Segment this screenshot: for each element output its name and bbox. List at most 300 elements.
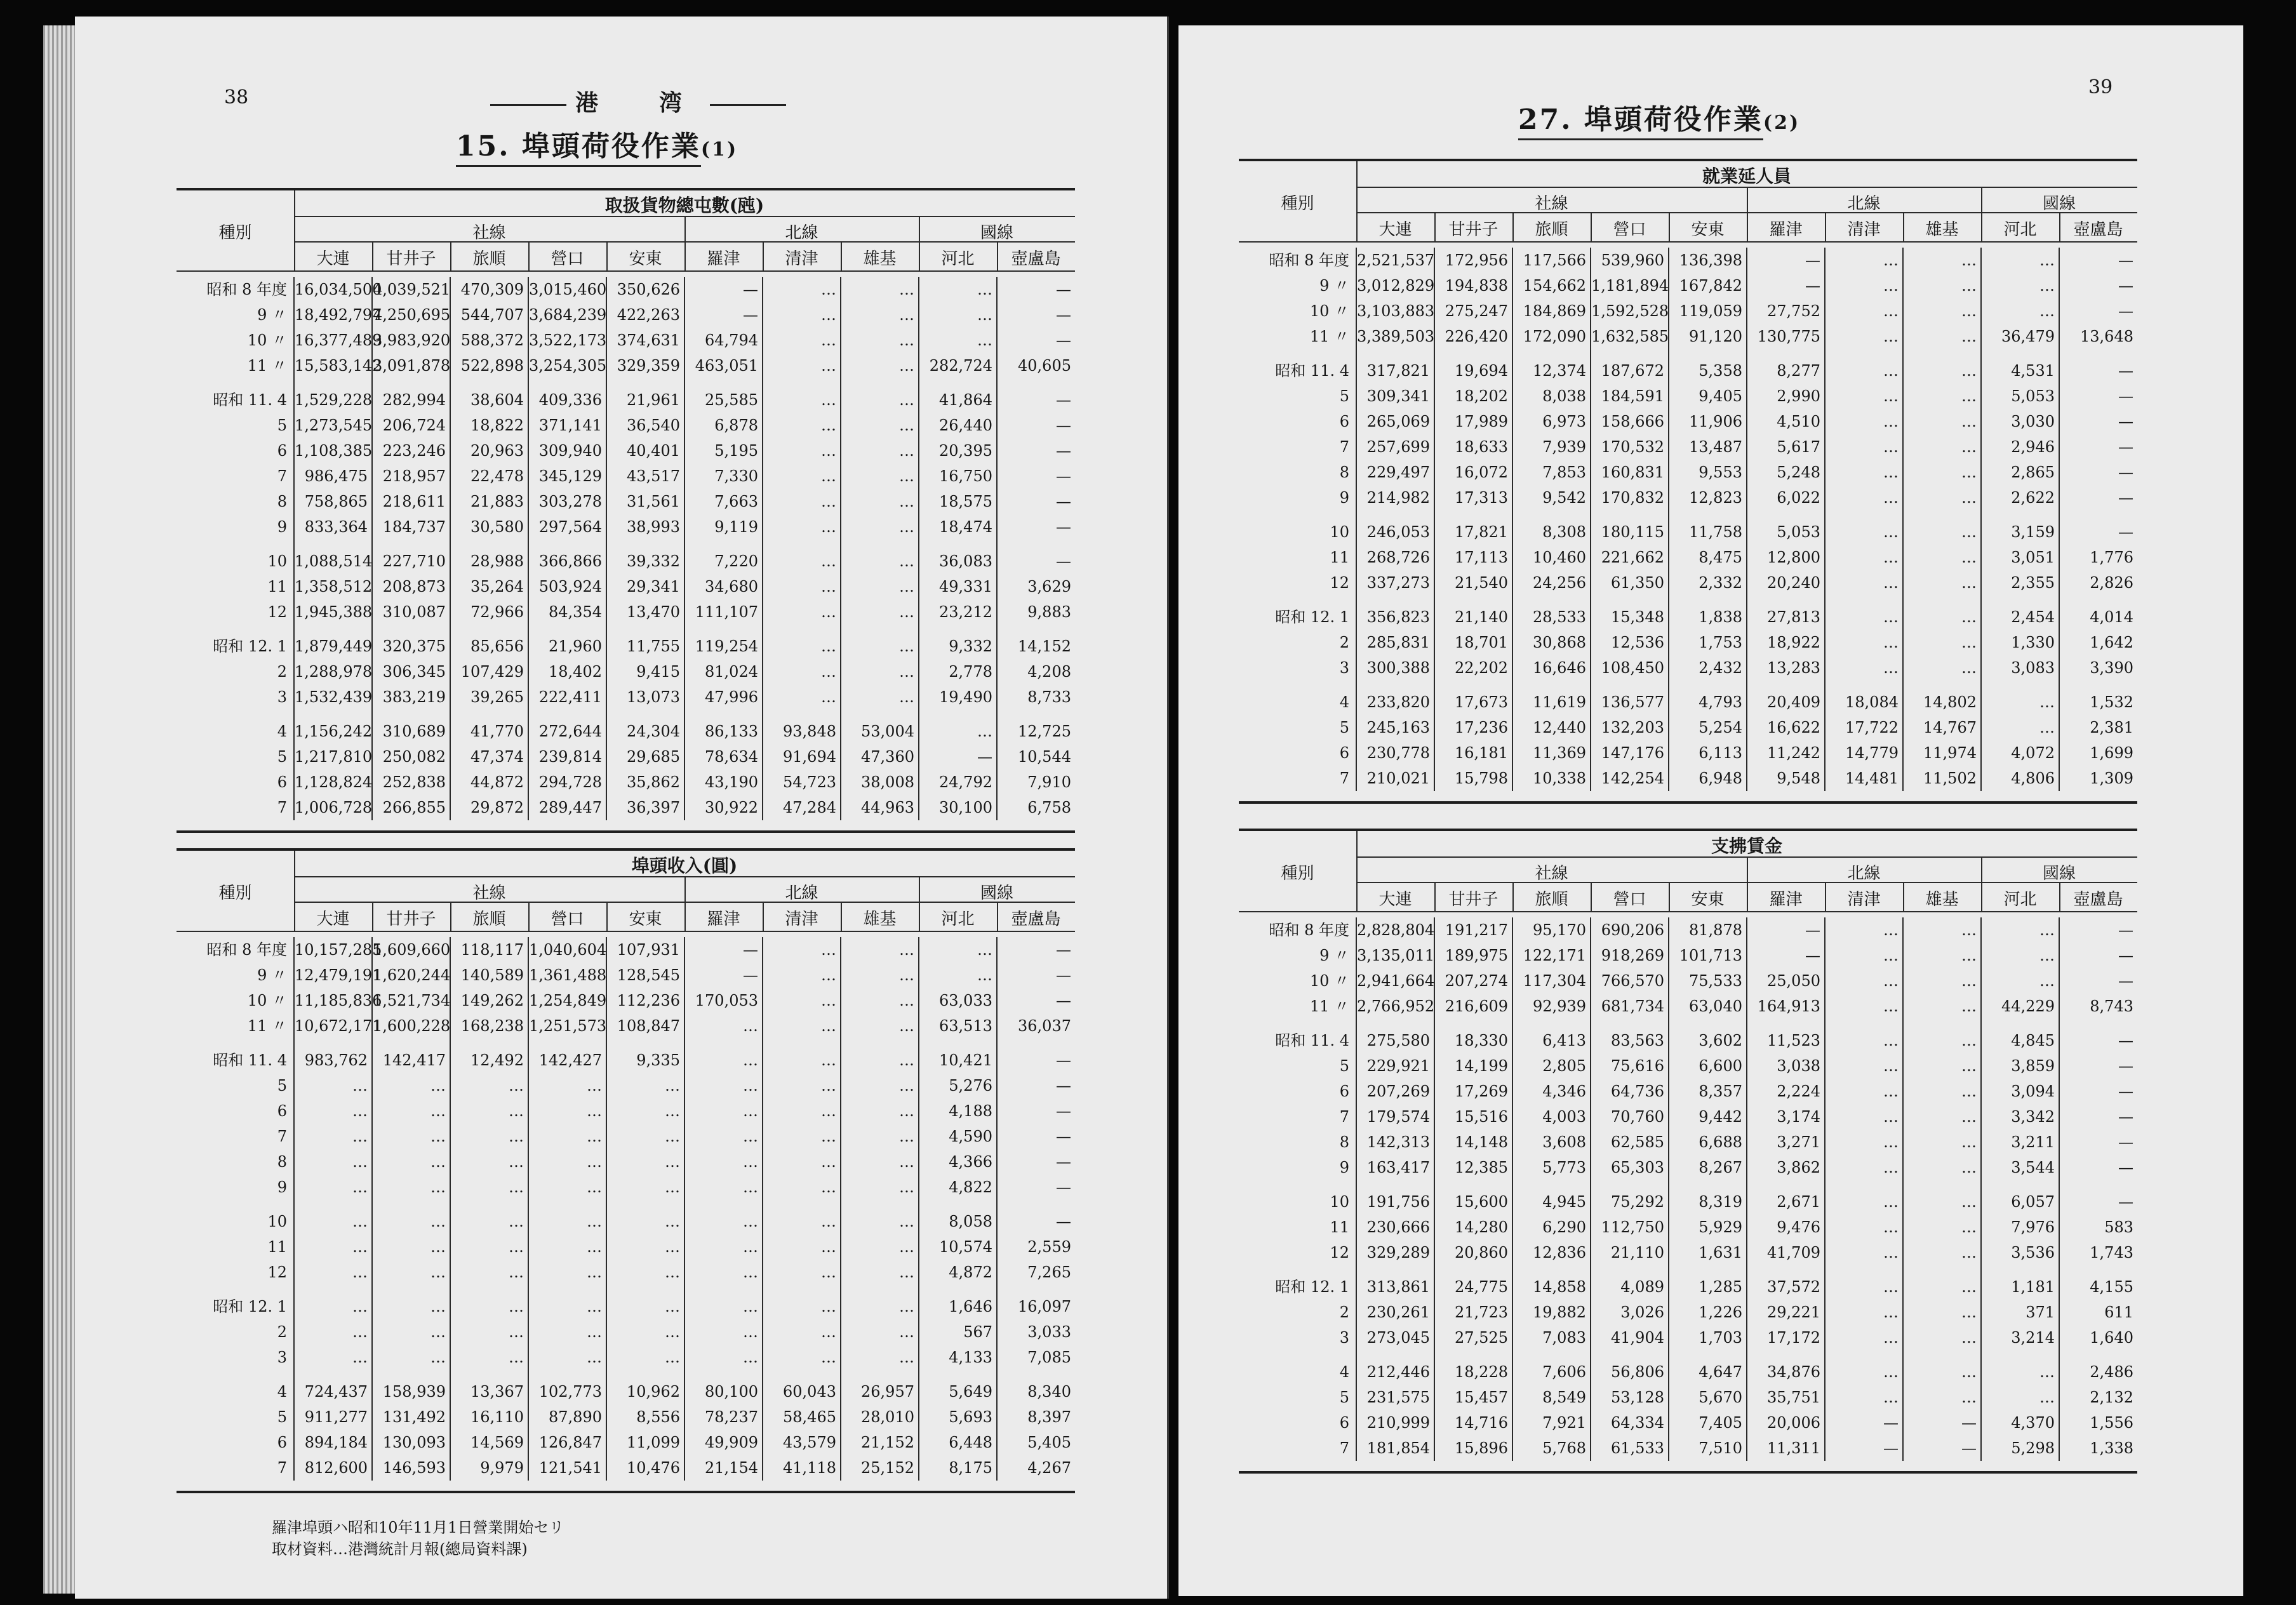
cell-value: … (1903, 485, 1981, 510)
cell-value: 4,510 (1747, 409, 1825, 434)
cell-value: … (1903, 1180, 1981, 1215)
cell-value: … (606, 1200, 684, 1234)
cell-value: … (372, 1175, 450, 1200)
cell-value: 21,723 (1434, 1300, 1512, 1325)
cell-value: … (528, 1345, 606, 1370)
table-row (177, 489, 1075, 514)
cell-value: 8,733 (1027, 688, 1071, 706)
cell-value: 246,053 (1356, 510, 1434, 545)
cell-value: 12,836 (1512, 1240, 1591, 1265)
table-row (177, 1149, 1075, 1175)
cell-value: 1,338 (2090, 1439, 2133, 1457)
cell-value: 53,004 (841, 710, 919, 744)
cell-value: 2,622 (1981, 485, 2059, 510)
row-label: 11 〃 (1239, 994, 1356, 1019)
cell-value: 10,460 (1512, 545, 1591, 570)
table-row (177, 744, 1075, 769)
row-label: 5 (177, 1073, 294, 1098)
cell-value: … (684, 1098, 763, 1124)
cell-value: … (684, 1039, 763, 1073)
cell-value: 8,277 (1747, 349, 1825, 383)
table-row (1239, 655, 2137, 681)
cell-value: 184,591 (1591, 383, 1669, 409)
col-divider (2059, 882, 2060, 911)
cell-value: 92,939 (1512, 994, 1591, 1019)
stub-header: 種別 (1281, 194, 1314, 213)
cell-value: … (763, 1345, 841, 1370)
cell-value: 4,014 (2090, 608, 2133, 626)
book-spine-edge (43, 25, 75, 1594)
row-label: 11 (1239, 545, 1356, 570)
cell-value: 294,728 (528, 769, 606, 795)
cell-value: … (1825, 1053, 1903, 1079)
cell-value: … (1903, 994, 1981, 1019)
cell-value: 6,113 (1669, 740, 1747, 766)
cell-value: … (528, 1200, 606, 1234)
cell-value: 12,800 (1747, 545, 1825, 570)
cell-value: … (1825, 917, 1903, 943)
cell-value: 3,015,460 (528, 277, 606, 302)
cell-value: … (841, 684, 919, 710)
cell-value: 11,099 (606, 1430, 684, 1455)
cell-value: 13,487 (1669, 434, 1747, 460)
cell-value: 470,309 (450, 277, 528, 302)
cell-value: … (528, 1260, 606, 1285)
cell-value: 918,269 (1591, 943, 1669, 968)
cell-value: 12,374 (1512, 349, 1591, 383)
cell-value: … (1981, 298, 2059, 324)
cell-value: 170,053 (684, 988, 763, 1013)
cell-value: 43,517 (606, 463, 684, 489)
cell-value: … (763, 540, 841, 574)
cell-value: 4,133 (919, 1345, 997, 1370)
cell-value: … (841, 1285, 919, 1319)
table-row (177, 1175, 1075, 1200)
cell-value: 3,030 (1981, 409, 2059, 434)
cell-value: 4,208 (1027, 663, 1071, 681)
cell-value: … (841, 378, 919, 413)
cell-value: 119,254 (684, 625, 763, 659)
cell-value: 8,549 (1512, 1385, 1591, 1410)
cell-value: … (1825, 1240, 1903, 1265)
cell-value: … (1825, 1265, 1903, 1300)
cell-value: 108,847 (606, 1013, 684, 1039)
cell-value: … (1825, 994, 1903, 1019)
cell-value: — (2118, 1057, 2133, 1075)
column-header: 大連 (1378, 220, 1412, 239)
cell-value: 16,646 (1512, 655, 1591, 681)
cell-value: … (372, 1285, 450, 1319)
cell-value: 7,083 (1512, 1325, 1591, 1350)
cell-value: 309,940 (528, 438, 606, 463)
cell-value: — (1056, 306, 1071, 324)
cell-value: 20,006 (1747, 1410, 1825, 1435)
cell-value: … (684, 1124, 763, 1149)
cell-value: 2,332 (1669, 570, 1747, 596)
row-label: 4 (177, 1370, 294, 1404)
cell-value: 1,181 (1981, 1265, 2059, 1300)
row-label: 6 (1239, 1079, 1356, 1104)
cell-value: 3,094 (1981, 1079, 2059, 1104)
cell-value: 170,832 (1591, 485, 1669, 510)
cell-value: … (450, 1234, 528, 1260)
cell-value: 5,773 (1512, 1155, 1591, 1180)
cell-value: 6,022 (1747, 485, 1825, 510)
table-row (1239, 510, 2137, 545)
cell-value: 1,309 (2090, 769, 2133, 787)
cell-value: … (684, 1260, 763, 1285)
table-row (177, 514, 1075, 540)
cell-value: 11,185,836 (294, 988, 372, 1013)
cell-value: 223,246 (372, 438, 450, 463)
cell-value: 1,288,978 (294, 659, 372, 684)
row-label: 5 (177, 413, 294, 438)
cell-value: 13,367 (450, 1370, 528, 1404)
cell-value: 14,802 (1903, 681, 1981, 715)
cell-value: 222,411 (528, 684, 606, 710)
cell-value: 15,600 (1434, 1180, 1512, 1215)
table-row (1239, 630, 2137, 655)
header-rule (1239, 911, 2137, 912)
cell-value: … (1903, 917, 1981, 943)
cell-value: 194,838 (1434, 273, 1512, 298)
cell-value: 266,855 (372, 795, 450, 820)
cell-value: … (294, 1098, 372, 1124)
cell-value: 107,931 (606, 937, 684, 962)
row-label: 5 (177, 744, 294, 769)
cell-value: 18,330 (1434, 1019, 1512, 1053)
column-header: 清津 (1847, 220, 1881, 239)
cell-value: 19,882 (1512, 1300, 1591, 1325)
cell-value: … (606, 1234, 684, 1260)
cell-value: 6,290 (1512, 1215, 1591, 1240)
cell-value: 1,226 (1669, 1300, 1747, 1325)
row-label: 4 (1239, 1350, 1356, 1385)
table-row (177, 574, 1075, 599)
cell-value: 37,572 (1747, 1265, 1825, 1300)
table-caption: 取扱貨物總屯數(瓲) (604, 195, 764, 216)
table-row (177, 328, 1075, 353)
cell-value: 47,284 (763, 795, 841, 820)
cell-value: 229,497 (1356, 460, 1434, 485)
cell-value: — (1056, 442, 1071, 460)
cell-value: 7,265 (1027, 1263, 1071, 1281)
cell-value: 337,273 (1356, 570, 1434, 596)
cell-value: 29,872 (450, 795, 528, 820)
cell-value: 5,405 (1027, 1434, 1071, 1451)
stub-header: 種別 (1281, 864, 1314, 883)
cell-value: … (1903, 298, 1981, 324)
cell-value: … (528, 1149, 606, 1175)
cell-value: 158,939 (372, 1370, 450, 1404)
cell-value: … (294, 1175, 372, 1200)
cell-value: 172,956 (1434, 248, 1512, 273)
cell-value: … (1903, 1325, 1981, 1350)
table-title (456, 123, 738, 164)
cell-value: 2,432 (1669, 655, 1747, 681)
row-label: 11 〃 (177, 353, 294, 378)
cell-value: 20,860 (1434, 1240, 1512, 1265)
col-divider (606, 241, 608, 270)
cell-value: — (684, 962, 763, 988)
cell-value: 4,003 (1512, 1104, 1591, 1129)
table-row (177, 1285, 1075, 1319)
cell-value: 371 (1981, 1300, 2059, 1325)
cell-value: 3,862 (1747, 1155, 1825, 1180)
cell-value: … (294, 1073, 372, 1098)
cell-value: 15,457 (1434, 1385, 1512, 1410)
cell-value: 17,722 (1825, 715, 1903, 740)
column-header: 旅順 (472, 910, 506, 929)
cell-value: … (1825, 1019, 1903, 1053)
cell-value: … (1903, 1265, 1981, 1300)
cell-value: … (1825, 273, 1903, 298)
cell-value: 9,119 (684, 514, 763, 540)
row-label: 8 (1239, 460, 1356, 485)
table-row (1239, 248, 2137, 273)
cell-value: 1,620,244 (372, 962, 450, 988)
cell-value: — (1903, 1435, 1981, 1461)
cell-value: 142,417 (372, 1039, 450, 1073)
cell-value: … (294, 1319, 372, 1345)
cell-value: … (841, 1200, 919, 1234)
cell-value: 7,606 (1512, 1350, 1591, 1385)
cell-value: 10,672,171 (294, 1013, 372, 1039)
cell-value: — (1056, 966, 1071, 984)
cell-value: 221,662 (1591, 545, 1669, 570)
table-title-text: 15. 埠頭荷役作業 (456, 130, 701, 167)
cell-value: 16,377,489 (294, 328, 372, 353)
cell-value: 64,736 (1591, 1079, 1669, 1104)
cell-value: 911,277 (294, 1404, 372, 1430)
column-header: 營口 (1613, 890, 1646, 909)
cell-value: 309,341 (1356, 383, 1434, 409)
table-row (1239, 740, 2137, 766)
cell-value: 3,544 (1981, 1155, 2059, 1180)
cell-value: 130,775 (1747, 324, 1825, 349)
cell-value: 1,128,824 (294, 769, 372, 795)
cell-value: — (1056, 416, 1071, 434)
cell-value: 86,133 (684, 710, 763, 744)
cell-value: 3,135,011 (1356, 943, 1434, 968)
cell-value: 7,405 (1669, 1410, 1747, 1435)
cell-value: — (684, 277, 763, 302)
cell-value: 422,263 (606, 302, 684, 328)
cell-value: 9,332 (919, 625, 997, 659)
cell-value: 35,862 (606, 769, 684, 795)
cell-value: 21,961 (606, 378, 684, 413)
cell-value: 189,975 (1434, 943, 1512, 968)
cell-value: 10,157,285 (294, 937, 372, 962)
cell-value: 2,865 (1981, 460, 2059, 485)
cell-value: 17,989 (1434, 409, 1512, 434)
cell-value: 112,750 (1591, 1215, 1669, 1240)
cell-value: … (841, 302, 919, 328)
cell-value: — (1056, 1128, 1071, 1145)
cell-value: … (1825, 1385, 1903, 1410)
cell-value: 8,319 (1669, 1180, 1747, 1215)
cell-value: 371,141 (528, 413, 606, 438)
cell-value: 10,962 (606, 1370, 684, 1404)
cell-value: 1,181,894 (1591, 273, 1669, 298)
cell-value: … (763, 1285, 841, 1319)
cell-value: … (1981, 917, 2059, 943)
column-header: 清津 (1847, 890, 1881, 909)
cell-value: … (763, 413, 841, 438)
cell-value: 300,388 (1356, 655, 1434, 681)
row-label: 6 (1239, 1410, 1356, 1435)
cell-value: … (1903, 1240, 1981, 1265)
cell-value: 1,609,660 (372, 937, 450, 962)
cell-value: 4,793 (1669, 681, 1747, 715)
cell-value: 983,762 (294, 1039, 372, 1073)
cell-value: 539,960 (1591, 248, 1669, 273)
cell-value: … (1903, 383, 1981, 409)
cell-value: … (1903, 1079, 1981, 1104)
table-row (1239, 1053, 2137, 1079)
table-row (1239, 545, 2137, 570)
cell-value: 544,707 (450, 302, 528, 328)
cell-value: 245,163 (1356, 715, 1434, 740)
cell-value: 3,390 (2090, 659, 2133, 677)
cell-value: 63,033 (919, 988, 997, 1013)
cell-value: 20,963 (450, 438, 528, 463)
cell-value: 216,609 (1434, 994, 1512, 1019)
cell-value: 142,427 (528, 1039, 606, 1073)
row-label: 10 (177, 540, 294, 574)
cell-value: 70,760 (1591, 1104, 1669, 1129)
left-page (75, 17, 1169, 1599)
cell-value: 21,883 (450, 489, 528, 514)
cell-value: 80,100 (684, 1370, 763, 1404)
row-label: 5 (1239, 383, 1356, 409)
table-row (177, 1455, 1075, 1481)
cell-value: 1,600,228 (372, 1013, 450, 1039)
cell-value: … (763, 574, 841, 599)
cell-value: 5,617 (1747, 434, 1825, 460)
right-page (1178, 25, 2243, 1596)
cell-value: 26,957 (841, 1370, 919, 1404)
cell-value: 2,355 (1981, 570, 2059, 596)
cell-value: … (841, 353, 919, 378)
cell-value: … (294, 1285, 372, 1319)
cell-value: 30,868 (1512, 630, 1591, 655)
cell-value: 64,334 (1591, 1410, 1669, 1435)
cell-value: 374,631 (606, 328, 684, 353)
cell-value: — (2118, 302, 2133, 320)
cell-value: … (1825, 510, 1903, 545)
cell-value: … (763, 438, 841, 463)
column-header: 安東 (629, 250, 662, 269)
cell-value: … (1825, 485, 1903, 510)
stub-header: 種別 (218, 223, 252, 243)
cell-value: … (1825, 1215, 1903, 1240)
cell-value: 6,948 (1669, 766, 1747, 791)
cell-value: 9,442 (1669, 1104, 1747, 1129)
cell-value: … (841, 1319, 919, 1345)
cell-value: 1,358,512 (294, 574, 372, 599)
cell-value: 170,532 (1591, 434, 1669, 460)
cell-value: 1,776 (2090, 549, 2133, 566)
cell-value: — (2118, 463, 2133, 481)
table-row (1239, 383, 2137, 409)
cell-value: 107,429 (450, 659, 528, 684)
data-table-body (177, 937, 1075, 1481)
row-label: 6 (177, 769, 294, 795)
cell-value: … (372, 1234, 450, 1260)
row-label: 昭和 8 年度 (177, 277, 294, 302)
cell-value: 218,957 (372, 463, 450, 489)
cell-value: 7,910 (1027, 773, 1071, 791)
row-label: 9 (1239, 485, 1356, 510)
cell-value: … (372, 1073, 450, 1098)
row-label: 3 (1239, 1325, 1356, 1350)
cell-value: 39,265 (450, 684, 528, 710)
cell-value: 207,269 (1356, 1079, 1434, 1104)
cell-value: 2,132 (2090, 1389, 2133, 1406)
cell-value: 38,993 (606, 514, 684, 540)
cell-value: 1,088,514 (294, 540, 372, 574)
cell-value: 17,236 (1434, 715, 1512, 740)
table-row (1239, 681, 2137, 715)
cell-value: 1,521,734 (372, 988, 450, 1013)
table-row (1239, 434, 2137, 460)
cell-value: 58,465 (763, 1404, 841, 1430)
cell-value: 239,814 (528, 744, 606, 769)
cell-value: 16,072 (1434, 460, 1512, 485)
cell-value: 23,212 (919, 599, 997, 625)
cell-value: 9,542 (1512, 485, 1591, 510)
cell-value: 1,330 (1981, 630, 2059, 655)
cell-value: 4,267 (1027, 1459, 1071, 1477)
cell-value: 297,564 (528, 514, 606, 540)
cell-value: 383,219 (372, 684, 450, 710)
cell-value: 14,199 (1434, 1053, 1512, 1079)
cell-value: 210,999 (1356, 1410, 1434, 1435)
cell-value: … (372, 1098, 450, 1124)
cell-value: 4,647 (1669, 1350, 1747, 1385)
row-label: 6 (1239, 409, 1356, 434)
cell-value: … (450, 1200, 528, 1234)
cell-value: 210,021 (1356, 766, 1434, 791)
cell-value: 12,492 (450, 1039, 528, 1073)
cell-value: 4,089 (1591, 1265, 1669, 1300)
cell-value: … (1981, 715, 2059, 740)
row-label: 7 (1239, 1104, 1356, 1129)
cell-value: 16,110 (450, 1404, 528, 1430)
cell-value: 29,221 (1747, 1300, 1825, 1325)
cell-value: … (1825, 596, 1903, 630)
cell-value: 272,644 (528, 710, 606, 744)
cell-value: 44,963 (841, 795, 919, 820)
cell-value: 11,311 (1747, 1435, 1825, 1461)
row-label: 3 (177, 684, 294, 710)
cell-value: … (1981, 681, 2059, 715)
table-row (1239, 1215, 2137, 1240)
cell-value: … (606, 1345, 684, 1370)
cell-value: 24,792 (919, 769, 997, 795)
cell-value: 126,847 (528, 1430, 606, 1455)
cell-value: — (2118, 1133, 2133, 1151)
cell-value: 38,604 (450, 378, 528, 413)
cell-value: — (1747, 273, 1825, 298)
data-table-body (1239, 917, 2137, 1461)
cell-value: 588,372 (450, 328, 528, 353)
cell-value: 3,342 (1981, 1104, 2059, 1129)
row-label: 9 〃 (177, 962, 294, 988)
row-label: 10 (1239, 1180, 1356, 1215)
group-header: 社線 (472, 223, 506, 243)
